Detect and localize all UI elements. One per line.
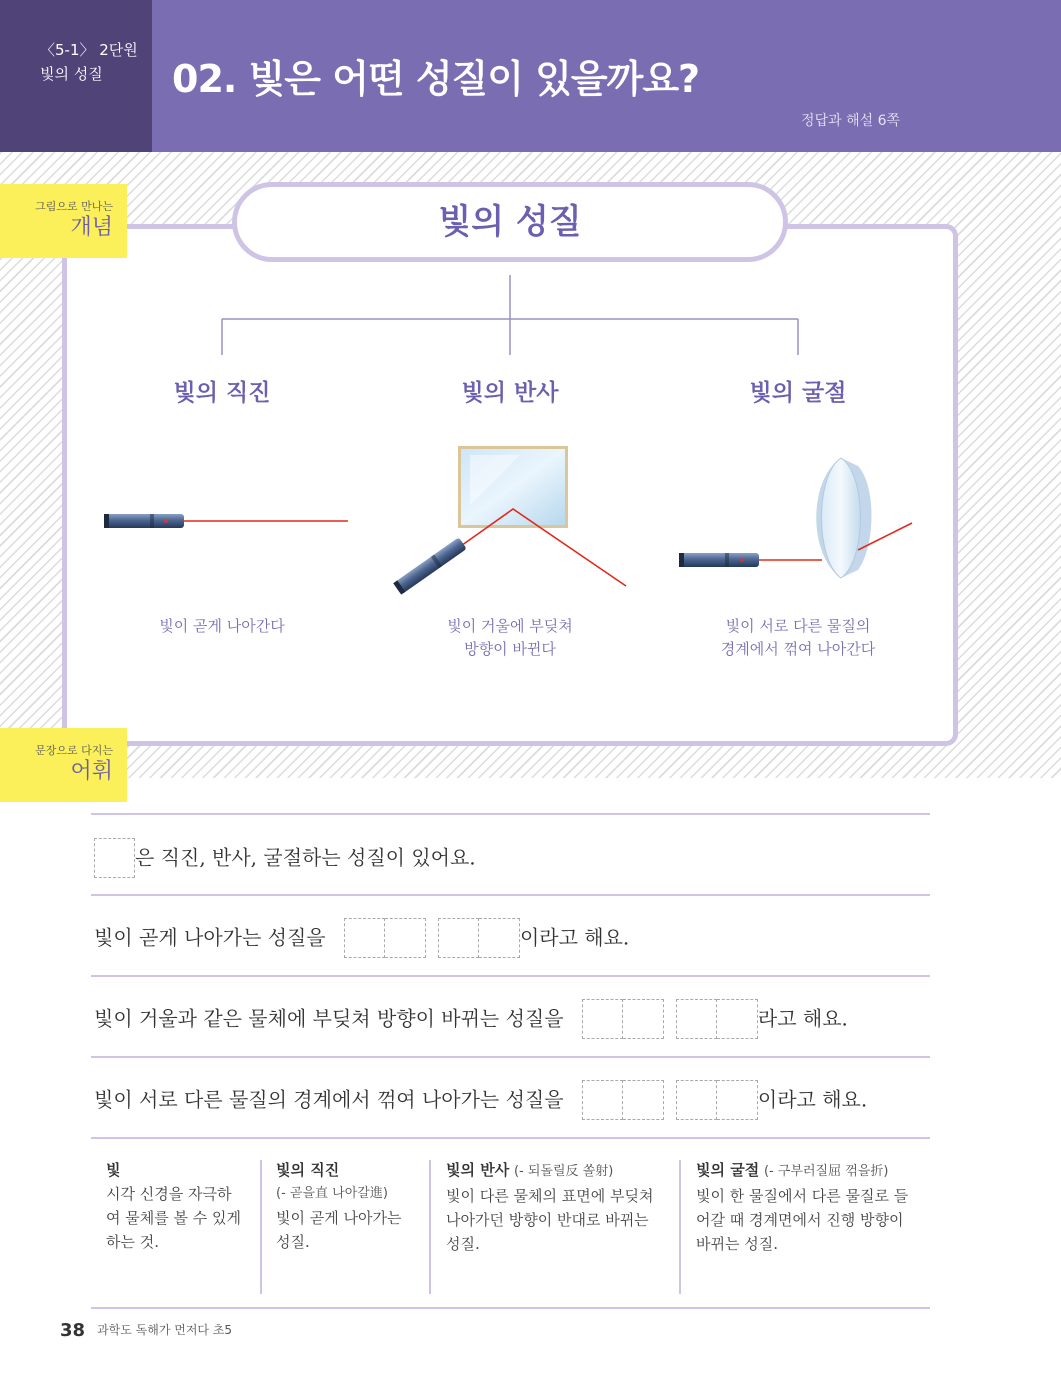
glossary-separator [260,1160,262,1294]
page-title: 02. 빛은 어떤 성질이 있을까요? [172,57,700,101]
laser-pointer-icon [393,537,467,594]
unit-number: 〈5-1〉 2단원 [40,41,138,59]
caption-straight [92,615,352,638]
sentence-text: 빛이 곧게 나아가는 성질을 [94,925,326,950]
sentence-text: 라고 해요. [757,1006,848,1031]
branch-title-straight: 빛의 직진 [173,380,271,406]
glossary-separator [679,1160,681,1294]
caption-reflection [380,615,640,661]
page-footer [60,1320,232,1341]
sentence-text: 이라고 해요. [757,1087,868,1112]
vocab-tag [0,728,127,802]
glossary-definition: 성질. [276,1233,310,1251]
sentence-text: 이라고 해요. [519,925,630,950]
lens-icon [816,458,871,578]
divider [91,1307,930,1309]
glossary-definition: 빛이 한 물질에서 다른 물질로 들 [696,1187,909,1205]
divider [91,975,930,977]
caption-refraction [668,615,928,661]
glossary-item [446,1158,671,1293]
branch-title-refraction: 빛의 굴절 [749,380,847,406]
main-title-text: 빛의 성질 [438,202,582,242]
caption-line: 경계에서 꺾여 나아간다 [720,640,876,658]
glossary-definition: 시각 신경을 자극하 [106,1185,232,1203]
page-number: 38 [60,1320,86,1341]
glossary-separator [429,1160,431,1294]
vocab-sentence-1 [94,836,476,878]
answer-blank[interactable] [344,918,385,958]
glossary-term: 빛 [106,1161,121,1179]
answer-blank[interactable] [623,1080,664,1120]
glossary-definition: 나아가던 방향이 반대로 바뀌는 [446,1211,649,1229]
vocab-sentence-2 [94,916,629,958]
answer-blank[interactable] [94,838,135,878]
caption-line: 빛이 서로 다른 물질의 [725,617,871,635]
divider [91,1137,930,1139]
glossary-definition: 어갈 때 경계면에서 진행 방향이 [696,1211,904,1229]
sentence-text: 빛이 서로 다른 물질의 경계에서 꺾여 나아가는 성질을 [94,1087,564,1112]
vocab-sentence-3 [94,997,848,1039]
concept-tag-small: 그림으로 만나는 [35,200,113,213]
branch-title-reflection: 빛의 반사 [461,380,559,406]
caption-line: 빛이 곧게 나아간다 [159,617,285,635]
answer-blank[interactable] [623,999,664,1039]
vocab-sentence-4 [94,1078,867,1120]
answer-blank[interactable] [676,1080,717,1120]
vocab-tag-big: 어휘 [70,759,113,784]
caption-line: 방향이 바뀐다 [464,640,556,658]
concept-tag-big: 개념 [70,215,113,240]
answer-blank[interactable] [582,999,623,1039]
glossary-etymology: (- 되돌릴反 쏠射) [513,1164,614,1179]
divider [91,813,930,815]
glossary-definition: 빛이 곧게 나아가는 [276,1209,402,1227]
laser-pointer-icon [104,514,184,528]
glossary-etymology: (- 곧을直 나아갈進) [276,1186,388,1201]
glossary-item [276,1158,426,1293]
answer-blank[interactable] [676,999,717,1039]
answer-blank[interactable] [438,918,479,958]
glossary-item [696,1158,928,1293]
caption-line: 빛이 거울에 부딪쳐 [447,617,573,635]
answer-blank[interactable] [717,999,758,1039]
glossary-etymology: (- 구부러질屈 꺾을折) [763,1164,889,1179]
tree-connector [222,275,798,355]
glossary-term: 빛의 굴절 [696,1161,760,1179]
laser-pointer-icon [679,553,759,567]
glossary-item [106,1158,256,1293]
vocab-tag-small: 문장으로 다지는 [35,744,113,757]
glossary-definition: 하는 것. [106,1233,160,1251]
glossary-term: 빛의 반사 [446,1161,510,1179]
answer-reference: 정답과 해설 6쪽 [801,113,900,129]
glossary-definition: 바뀌는 성질. [696,1235,778,1253]
glossary-definition: 성질. [446,1235,480,1253]
glossary-term: 빛의 직진 [276,1161,340,1179]
answer-blank[interactable] [479,918,520,958]
divider [91,1056,930,1058]
book-title: 과학도 독해가 먼저다 초5 [97,1323,233,1337]
sentence-text: 빛이 거울과 같은 물체에 부딪쳐 방향이 바뀌는 성질을 [94,1006,564,1031]
answer-blank[interactable] [717,1080,758,1120]
sentence-text: 은 직진, 반사, 굴절하는 성질이 있어요. [135,845,476,870]
answer-blank[interactable] [385,918,426,958]
glossary-definition: 빛이 다른 물체의 표면에 부딪쳐 [446,1187,654,1205]
answer-blank[interactable] [582,1080,623,1120]
unit-name: 빛의 성질 [40,65,103,83]
mirror-icon [458,446,568,528]
divider [91,894,930,896]
glossary-definition: 여 물체를 볼 수 있게 [106,1209,241,1227]
